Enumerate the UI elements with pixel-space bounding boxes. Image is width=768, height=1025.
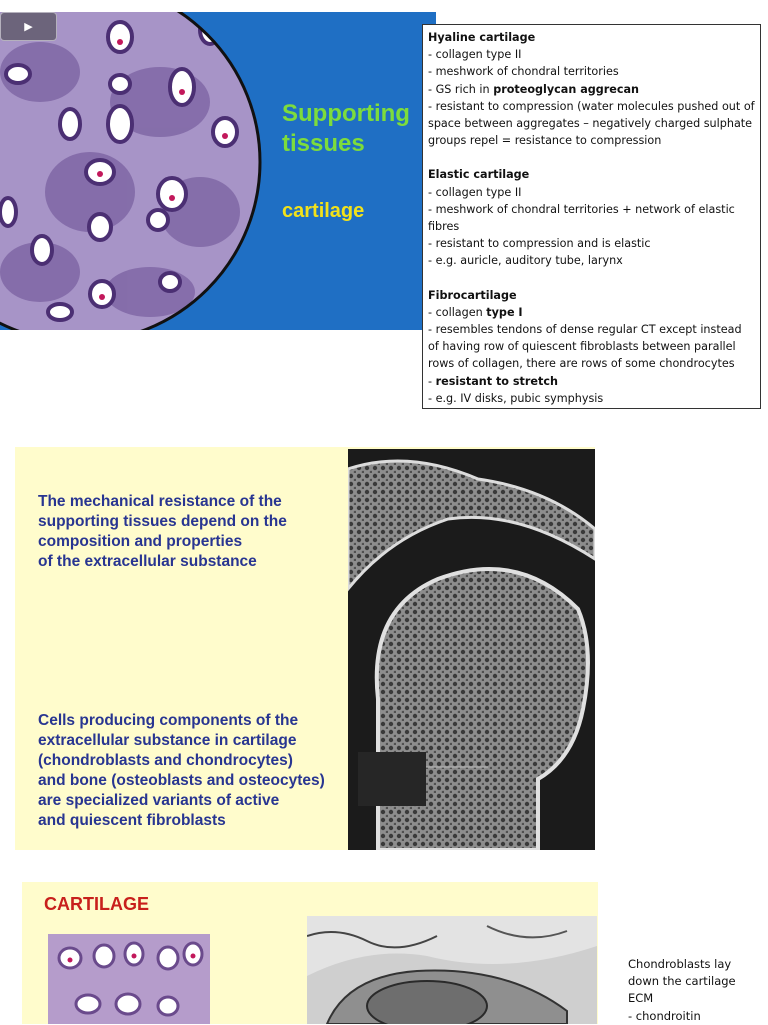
note-bold-text: resistant to stretch (435, 374, 558, 388)
slide-title-cartilage: CARTILAGE (44, 894, 149, 914)
note-line: - meshwork of chondral territories (428, 65, 619, 79)
note-bold-text: type I (486, 305, 523, 319)
slide-subtitle: cartilage (282, 200, 365, 222)
note-bold-text: proteoglycan aggrecan (493, 82, 640, 96)
note-line: - resistant to compression and is elastic (428, 237, 651, 251)
play-icon: ▶ (24, 21, 33, 33)
slide-mechanical-resistance (15, 447, 595, 850)
slide-text-cells: Cells producing components of the extracellular substance in cartilage (chondroblasts and chondrocytes) and bone (osteoblasts and osteocytes) are specialized variants of active and quiescent fibroblasts (38, 712, 325, 829)
note-line: - meshwork of chondral territories + network of elastic fibres (428, 202, 735, 234)
hyaline-heading: Hyaline cartilage (428, 31, 536, 44)
fibro-heading: Fibrocartilage (428, 288, 517, 302)
cartilage-micrograph (48, 934, 210, 1024)
side-note (628, 956, 763, 1025)
note-line: - collagen type II (428, 185, 522, 199)
slide-text-resistance: The mechanical resistance of the supporting tissues depend on the composition and properties of the extracellular substance (38, 493, 287, 570)
side-note-line: - chondroitin (628, 1008, 701, 1023)
note-line: - resistant to compression (water molecules pushed out of space between aggregates – negatively charged sulphate groups repel = resistance to compression (428, 99, 755, 148)
note-text: - (428, 374, 436, 388)
side-note-line: Chondroblasts lay down the cartilage ECM (628, 957, 736, 1006)
notes-box (422, 24, 761, 409)
femur-head-image (348, 449, 595, 850)
note-line: - e.g. auricle, auditory tube, larynx (428, 254, 623, 268)
note-line: - collagen type II (428, 48, 522, 62)
note-line: - resembles tendons of dense regular CT except instead of having row of quiescent fibroblasts between parallel rows of collagen, there are rows of some chondrocytes (428, 323, 742, 371)
note-line: - e.g. IV disks, pubic symphysis (428, 391, 604, 405)
play-button[interactable] (0, 12, 57, 41)
elastic-heading: Elastic cartilage (428, 168, 530, 182)
slide-cartilage (22, 882, 598, 1024)
note-text: - collagen (428, 305, 487, 319)
slide-title: Supporting tissues (282, 100, 410, 157)
note-text: - GS rich in (428, 82, 494, 96)
slide-supporting-tissues (0, 12, 436, 330)
chondroblast-electron-micrograph (307, 916, 597, 1024)
note-line (428, 81, 755, 98)
note-line (428, 373, 755, 390)
hyaline-cartilage-micrograph (0, 12, 436, 330)
note-line (428, 304, 755, 321)
